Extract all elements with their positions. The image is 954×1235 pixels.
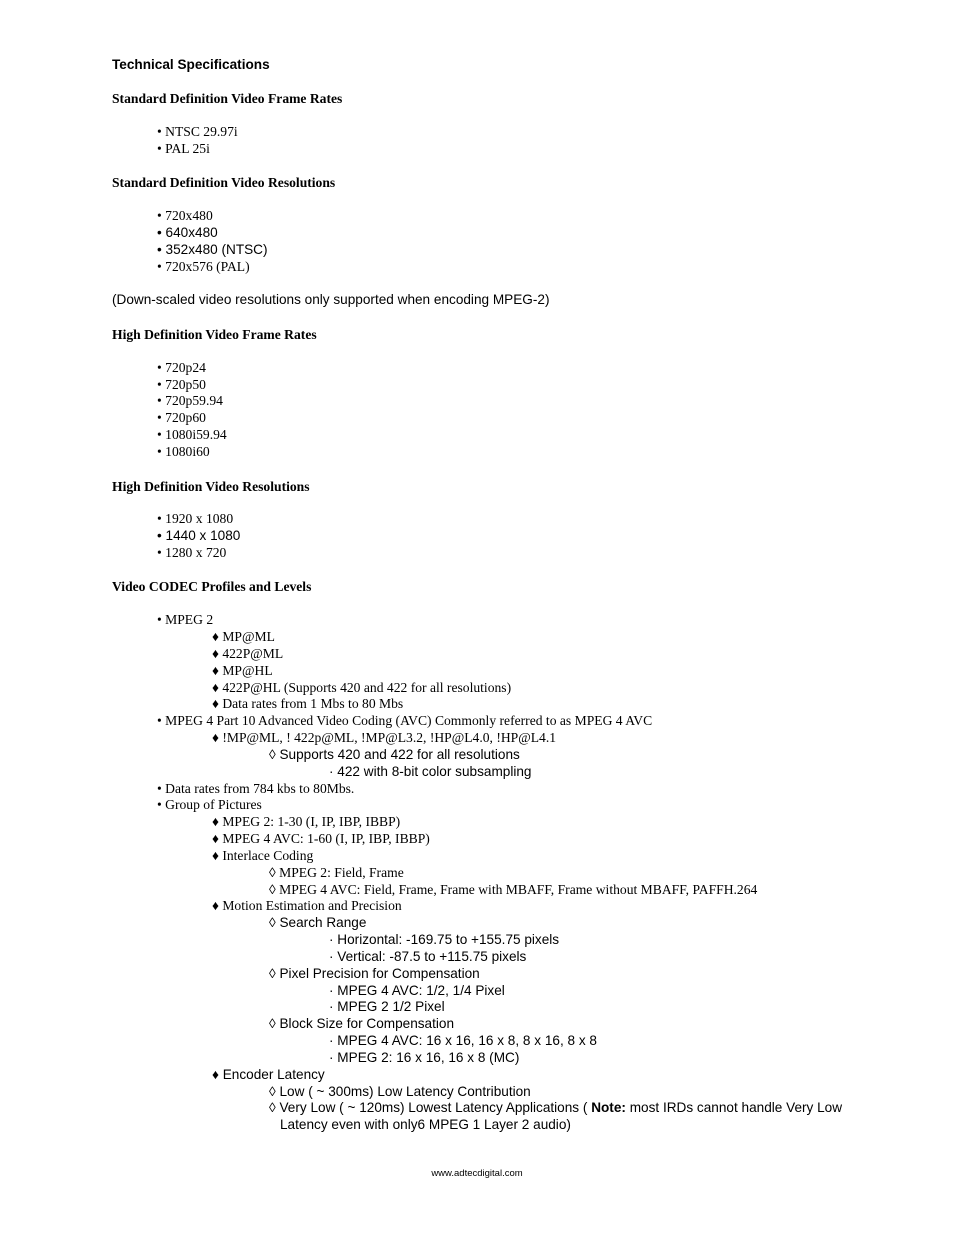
list-item: ♦ MPEG 2: 1-30 (I, IP, IBP, IBBP) [212, 814, 401, 829]
list-item: ◊ MPEG 4 AVC: Field, Frame, Frame with MBAFF, Frame without MBAFF, PAFFH.264 [269, 882, 758, 897]
list-item: ♦ Motion Estimation and Precision [212, 898, 402, 913]
section-heading-sd-frame-rates: Standard Definition Video Frame Rates [112, 91, 343, 106]
list-item: • Data rates from 784 kbs to 80Mbs. [157, 781, 355, 796]
list-item: ♦ MP@ML [212, 629, 275, 644]
page-footer: www.adtecdigital.com [431, 1168, 523, 1179]
resolution-note: (Down-scaled video resolutions only supported when encoding MPEG-2) [112, 292, 550, 307]
list-item: · MPEG 2 1/2 Pixel [329, 999, 445, 1014]
list-item: · Vertical: -87.5 to +115.75 pixels [329, 949, 527, 964]
list-item: • 720p50 [157, 377, 206, 392]
list-item: · MPEG 4 AVC: 16 x 16, 16 x 8, 8 x 16, 8 x 8 [329, 1033, 597, 1048]
list-item: • 1080i60 [157, 444, 210, 459]
list-item: • MPEG 4 Part 10 Advanced Video Coding (AVC) Commonly referred to as MPEG 4 AVC [157, 713, 653, 728]
list-item: ◊ Low ( ~ 300ms) Low Latency Contribution [269, 1084, 531, 1099]
section-heading-sd-resolutions: Standard Definition Video Resolutions [112, 175, 336, 190]
list-item-continuation: Latency even with only6 MPEG 1 Layer 2 audio) [280, 1117, 571, 1132]
section-heading-hd-frame-rates: High Definition Video Frame Rates [112, 327, 317, 342]
section-heading-codec: Video CODEC Profiles and Levels [112, 579, 312, 594]
list-item: • 720p59.94 [157, 393, 223, 408]
very-low-latency-prefix: ◊ Very Low ( ~ 120ms) Lowest Latency Applications ( [269, 1100, 592, 1115]
list-item: ◊ Pixel Precision for Compensation [269, 966, 480, 981]
list-item: ♦ Interlace Coding [212, 848, 314, 863]
section-heading-hd-resolutions: High Definition Video Resolutions [112, 479, 310, 494]
list-item: • 720x576 (PAL) [157, 259, 250, 274]
list-item: ◊ Search Range [269, 915, 367, 930]
note-label: Note: [591, 1100, 626, 1115]
list-item: • MPEG 2 [157, 612, 214, 627]
list-item: • NTSC 29.97i [157, 124, 238, 139]
list-item: ◊ Supports 420 and 422 for all resolutions [269, 747, 520, 762]
list-item: • Group of Pictures [157, 797, 262, 812]
very-low-latency-suffix: most IRDs cannot handle Very Low [625, 1100, 843, 1115]
list-item: • 1440 x 1080 [157, 528, 241, 543]
list-item: · MPEG 4 AVC: 1/2, 1/4 Pixel [329, 983, 505, 998]
list-item: • 720p60 [157, 410, 206, 425]
list-item: ♦ !MP@ML, ! 422p@ML, !MP@L3.2, !HP@L4.0, !HP@L4.1 [212, 730, 557, 745]
list-item: • 1080i59.94 [157, 427, 227, 442]
list-item: ♦ MP@HL [212, 663, 273, 678]
list-item: • 352x480 (NTSC) [157, 242, 268, 257]
list-item: ◊ MPEG 2: Field, Frame [269, 865, 404, 880]
list-item: ♦ MPEG 4 AVC: 1-60 (I, IP, IBP, IBBP) [212, 831, 430, 846]
list-item: ♦ 422P@HL (Supports 420 and 422 for all resolutions) [212, 680, 512, 695]
list-item: ♦ Encoder Latency [212, 1067, 325, 1082]
list-item: ♦ 422P@ML [212, 646, 284, 661]
list-item: ◊ Block Size for Compensation [269, 1016, 455, 1031]
list-item: • 720x480 [157, 208, 213, 223]
list-item-very-low-latency [269, 1099, 842, 1116]
list-item: • 640x480 [157, 225, 218, 240]
list-item: • 1280 x 720 [157, 545, 227, 560]
list-item: · Horizontal: -169.75 to +155.75 pixels [329, 932, 560, 947]
list-item: • 720p24 [157, 360, 206, 375]
list-item: • PAL 25i [157, 141, 210, 156]
list-item: • 1920 x 1080 [157, 511, 234, 526]
list-item: · MPEG 2: 16 x 16, 16 x 8 (MC) [329, 1050, 520, 1065]
list-item: · 422 with 8-bit color subsampling [329, 764, 532, 779]
page-title: Technical Specifications [112, 57, 270, 72]
list-item: ♦ Data rates from 1 Mbs to 80 Mbs [212, 696, 404, 711]
